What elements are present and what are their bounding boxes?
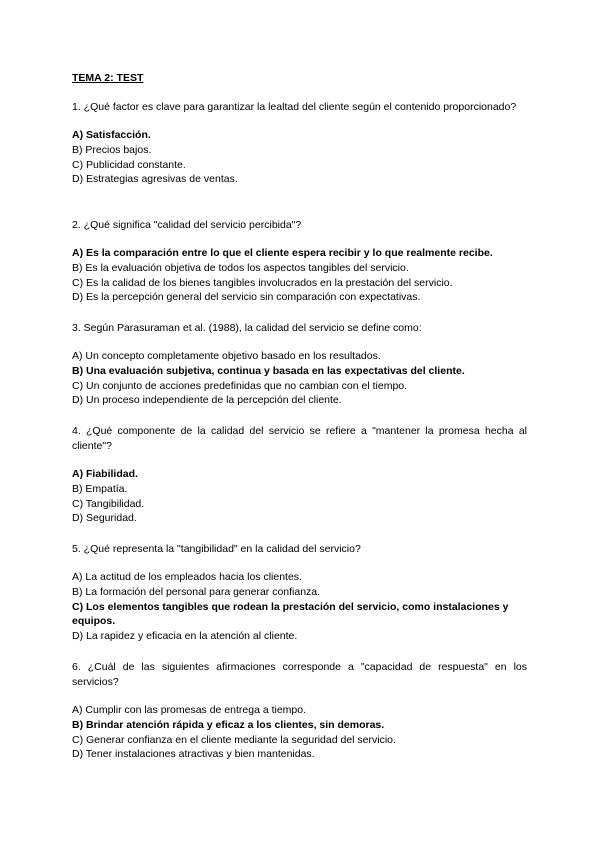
- option: C) Un conjunto de acciones predefinidas que no cambian con el tiempo.: [72, 379, 408, 392]
- option: D) Es la percepción general del servicio sin comparación con expectativas.: [72, 291, 421, 304]
- option-correct: C) Los elementos tangibles que rodean la prestación del servicio, como instalaciones y equipos.: [72, 600, 509, 628]
- option: A) Un concepto completamente objetivo basado en los resultados.: [72, 350, 381, 362]
- options-list: [72, 570, 527, 644]
- options-list: [72, 128, 527, 187]
- option: C) Tangibilidad.: [72, 497, 145, 510]
- option-correct: B) Brindar atención rápida y eficaz a los clientes, sin demoras.: [72, 718, 385, 731]
- option: A) La actitud de los empleados hacia los clientes.: [72, 571, 302, 583]
- question-block: [72, 218, 527, 305]
- question-block: [72, 542, 527, 644]
- option: D) Tener instalaciones atractivas y bien mantenidas.: [72, 748, 315, 761]
- options-list: [72, 246, 527, 305]
- question-block: [72, 424, 527, 526]
- option-correct: A) Fiabilidad.: [72, 468, 138, 480]
- option: D) Seguridad.: [72, 512, 137, 525]
- option-correct: A) Es la comparación entre lo que el cliente espera recibir y lo que realmente recibe.: [72, 247, 493, 259]
- question-text: 3. Según Parasuraman et al. (1988), la calidad del servicio se define como:: [72, 322, 422, 334]
- option: B) Es la evaluación objetiva de todos los aspectos tangibles del servicio.: [72, 261, 409, 274]
- option: C) Es la calidad de los bienes tangibles involucrados en la prestación del servicio.: [72, 276, 453, 289]
- option: C) Generar confianza en el cliente mediante la seguridad del servicio.: [72, 733, 396, 746]
- option-correct: A) Satisfacción.: [72, 129, 151, 141]
- page-title: TEMA 2: TEST: [72, 72, 144, 84]
- question-block: [72, 321, 527, 408]
- options-list: [72, 467, 527, 526]
- options-list: [72, 349, 527, 408]
- question-text: 5. ¿Qué representa la "tangibilidad" en la calidad del servicio?: [72, 543, 361, 555]
- option: D) Estrategias agresivas de ventas.: [72, 173, 238, 186]
- question-text: 4. ¿Qué componente de la calidad del servicio se refiere a "mantener la promesa hecha al cliente"?: [72, 425, 527, 452]
- question-text: 1. ¿Qué factor es clave para garantizar la lealtad del cliente según el contenido proporcionado?: [72, 101, 517, 113]
- option: B) Empatía.: [72, 482, 128, 495]
- question-text: 6. ¿Cuál de las siguientes afirmaciones corresponde a "capacidad de respuesta" en los servicios?: [72, 661, 527, 688]
- option: B) Precios bajos.: [72, 143, 152, 156]
- question-block: [72, 100, 527, 187]
- question-text: 2. ¿Qué significa "calidad del servicio percibida"?: [72, 219, 302, 231]
- option: D) La rapidez y eficacia en la atención al cliente.: [72, 630, 298, 643]
- option: B) La formación del personal para generar confianza.: [72, 585, 321, 598]
- question-block: [72, 660, 527, 762]
- option-correct: B) Una evaluación subjetiva, continua y basada en las expectativas del cliente.: [72, 364, 465, 377]
- option: C) Publicidad constante.: [72, 158, 186, 171]
- options-list: [72, 703, 527, 762]
- option: A) Cumplir con las promesas de entrega a tiempo.: [72, 704, 307, 716]
- option: D) Un proceso independiente de la percepción del cliente.: [72, 394, 342, 407]
